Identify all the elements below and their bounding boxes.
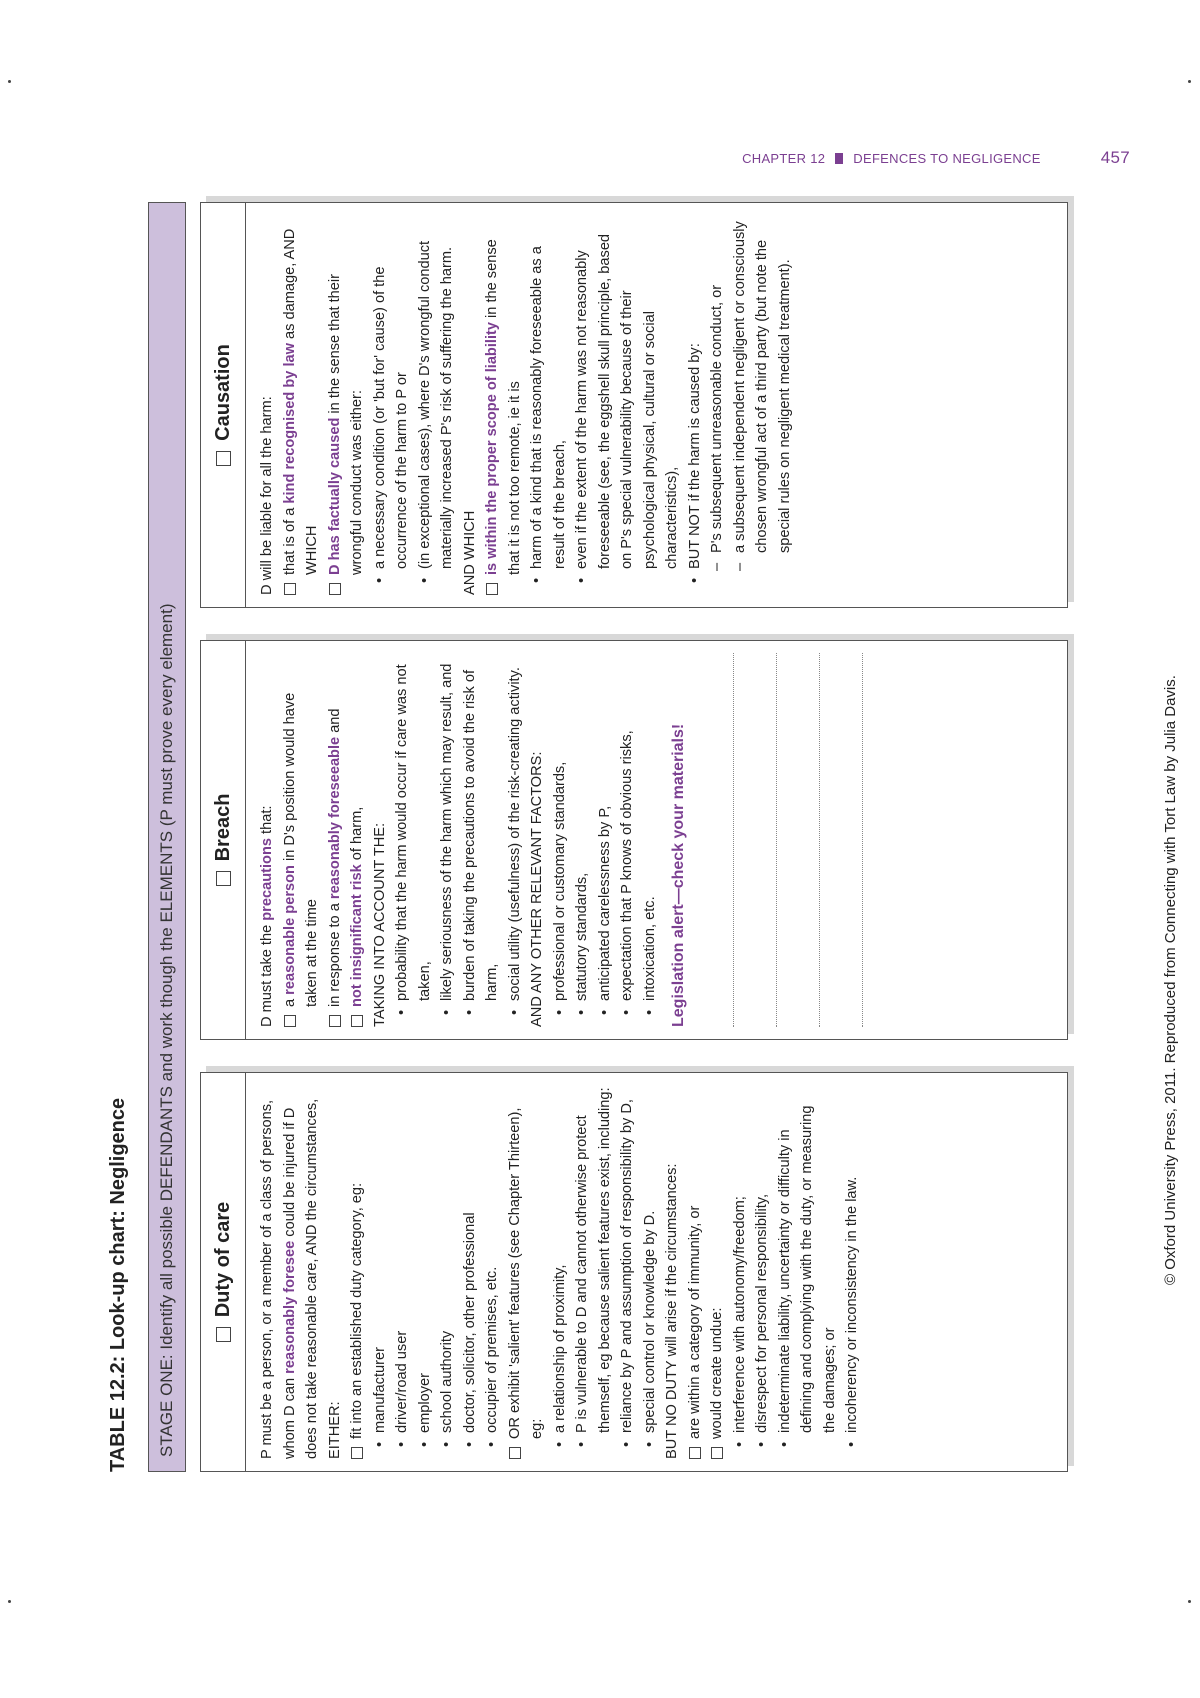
- list-item: • indeterminate liability, uncertainty or difficulty in defining and complying with the duty, or measuring the damages; or: [774, 1085, 842, 1459]
- column-header: [201, 1073, 246, 1471]
- scan-mark: [1188, 80, 1191, 83]
- scope-of-liability-list: [526, 215, 706, 595]
- list-item: – P's subsequent unreasonable conduct, or: [706, 215, 729, 579]
- list-item: • burden of taking the precautions to avoid the risk of harm,: [459, 653, 504, 1027]
- other-factors-list: [549, 653, 662, 1027]
- column-title: Breach: [211, 793, 234, 862]
- running-header: [710, 148, 1130, 168]
- text: in D's position would have taken at the time: [281, 692, 320, 1007]
- column-header: [201, 203, 246, 607]
- causation-intro: D will be liable for all the harm:: [259, 396, 275, 595]
- text: that is of a: [281, 503, 298, 575]
- checkbox-icon[interactable]: [509, 1447, 521, 1459]
- chapter-label: CHAPTER 12: [742, 150, 826, 166]
- checklist-item: [324, 653, 347, 1027]
- key-term: reasonable person: [281, 865, 298, 995]
- list-item: • a necessary condition (or 'but for' cause) of the occurrence of the harm to P or: [369, 215, 414, 595]
- scan-mark: [8, 1600, 11, 1603]
- column-title: Causation: [211, 344, 234, 441]
- text: in response to a: [326, 899, 343, 1007]
- table-title: TABLE 12.2: Look-up chart: Negligence: [107, 1097, 129, 1472]
- column-header: [201, 641, 246, 1039]
- list-item: • school authority: [436, 1085, 459, 1459]
- key-term: D has factually caused: [326, 417, 343, 575]
- list-item: • probability that the harm would occur if care was not taken,: [391, 653, 436, 1027]
- list-item: • manufacturer: [369, 1085, 392, 1459]
- duty-intro: [256, 1085, 346, 1459]
- checkbox-icon[interactable]: [216, 1327, 231, 1342]
- checkbox-icon[interactable]: [329, 583, 341, 595]
- list-item: • even if the extent of the harm was not reasonably foreseeable (see, the eggshell skull principle, based on P's special vulnerability because of their psychological physical, cultural or social characteristics),: [571, 215, 684, 595]
- checklist-item: [279, 653, 324, 1027]
- key-term: kind recognised by law: [281, 343, 298, 504]
- key-term: not insignificant risk: [349, 864, 365, 1007]
- checkbox-icon[interactable]: [284, 1015, 296, 1027]
- checkbox-icon[interactable]: [689, 1447, 701, 1459]
- text: a: [281, 994, 298, 1007]
- list-item: • a relationship of proximity,: [549, 1085, 572, 1459]
- list-item: • special control or knowledge by D.: [639, 1085, 662, 1459]
- list-item: • driver/road user: [391, 1085, 414, 1459]
- account-heading: TAKING INTO ACCOUNT THE:: [371, 822, 388, 1027]
- text: fit into an established duty category, eg:: [349, 1182, 365, 1439]
- account-list: [391, 653, 526, 1027]
- checklist-item: [504, 1085, 549, 1459]
- checklist-item: [346, 653, 369, 1027]
- other-factors-heading: AND ANY OTHER RELEVANT FACTORS:: [529, 751, 545, 1027]
- key-term: reasonably foresee: [281, 1240, 298, 1374]
- list-item: • intoxication, etc.: [639, 653, 662, 1027]
- column-title: Duty of care: [211, 1201, 234, 1318]
- checkbox-icon[interactable]: [329, 1015, 341, 1027]
- key-term: reasonably foreseeable: [326, 736, 343, 900]
- checklist-item: [684, 1085, 707, 1459]
- checklist-item: [706, 1085, 729, 1459]
- scan-mark: [8, 80, 11, 83]
- text: P must be a person, or a member of a class of persons, whom D can: [259, 1099, 298, 1459]
- factual-causation-list: [369, 215, 459, 595]
- list-item: • employer: [414, 1085, 437, 1459]
- checkbox-icon[interactable]: [284, 583, 296, 595]
- duty-category-list: [369, 1085, 504, 1459]
- list-item: • P is vulnerable to D and cannot otherwise protect themself, eg because salient features exist, including:: [571, 1085, 616, 1459]
- checkbox-icon[interactable]: [351, 1447, 363, 1459]
- list-item: • BUT NOT if the harm is caused by:: [684, 215, 707, 595]
- text: D must take the: [259, 920, 275, 1027]
- legislation-alert: Legislation alert—check your materials!: [670, 723, 687, 1027]
- text: in the sense that it is not too remote, ie it is: [484, 239, 523, 575]
- list-item: • social utility (usefulness) of the risk-creating activity.: [504, 653, 527, 1027]
- list-item: • professional or customary standards,: [549, 653, 572, 1027]
- checkbox-icon[interactable]: [711, 1447, 723, 1459]
- list-item: – a subsequent independent negligent or consciously chosen wrongful act of a third party (but note the special rules on negligent medical treatment).: [729, 215, 797, 579]
- list-item: • expectation that P knows of obvious risks,: [616, 653, 639, 1027]
- text: and: [326, 708, 343, 737]
- checklist-item: [346, 1085, 369, 1459]
- text: that:: [259, 805, 275, 839]
- causation-column: [200, 202, 1068, 608]
- list-item: • doctor, solicitor, other professional: [459, 1085, 482, 1459]
- checkbox-icon[interactable]: [216, 871, 231, 886]
- notes-line[interactable]: [777, 653, 820, 1027]
- checkbox-icon[interactable]: [486, 583, 498, 595]
- notes-line[interactable]: [691, 653, 734, 1027]
- key-term: precautions: [259, 838, 275, 921]
- text: OR exhibit 'salient' features (see Chapter Thirteen), eg:: [506, 1107, 545, 1439]
- breach-intro: [256, 653, 279, 1027]
- text: of harm,: [349, 806, 365, 865]
- rotated-page-content: [100, 182, 1100, 1472]
- no-duty-text: BUT NO DUTY will arise if the circumstances:: [664, 1163, 680, 1459]
- but-not-list: [706, 215, 796, 595]
- scan-mark: [1188, 1600, 1191, 1603]
- list-item: • anticipated carelessness by P,: [594, 653, 617, 1027]
- checkbox-icon[interactable]: [216, 451, 231, 466]
- and-which-text: AND WHICH: [461, 510, 478, 595]
- list-item: • harm of a kind that is reasonably foreseeable as a result of the breach,: [526, 215, 571, 595]
- breach-column: [200, 640, 1068, 1040]
- stage-banner: STAGE ONE: Identify all possible DEFENDANTS and work though the ELEMENTS (P must prove every element): [148, 202, 186, 1472]
- list-item: • interference with autonomy/freedom;: [729, 1085, 752, 1459]
- page-number: 457: [1100, 148, 1130, 167]
- list-item: • reliance by P and assumption of responsibility by D,: [616, 1085, 639, 1459]
- text: would create undue:: [709, 1307, 725, 1439]
- text: in the sense that their wrongful conduct was either:: [326, 274, 365, 575]
- list-item: • likely seriousness of the harm which may result, and: [436, 653, 459, 1027]
- checklist-item: [481, 215, 526, 595]
- section-label: DEFENCES TO NEGLIGENCE: [853, 150, 1041, 166]
- key-term: is within the proper scope of liability: [484, 322, 500, 575]
- checkbox-icon[interactable]: [351, 1015, 363, 1027]
- copyright-footer: © Oxford University Press, 2011. Reproduced from Connecting with Tort Law by Julia Davis.: [1162, 675, 1179, 1285]
- list-item: • (in exceptional cases), where D's wrongful conduct materially increased P's risk of suffering the harm.: [414, 215, 459, 595]
- list-item: • disrespect for personal responsibility,: [751, 1085, 774, 1459]
- list-item: • occupier of premises, etc.: [481, 1085, 504, 1459]
- text: are within a category of immunity, or: [686, 1205, 703, 1439]
- duty-of-care-column: [200, 1072, 1068, 1472]
- notes-line[interactable]: [820, 653, 863, 1027]
- text: as damage, AND WHICH: [281, 228, 320, 575]
- notes-line[interactable]: [734, 653, 777, 1027]
- list-item: • statutory standards,: [571, 653, 594, 1027]
- salient-features-list: [549, 1085, 662, 1459]
- list-item: • incoherency or inconsistency in the law.: [841, 1085, 864, 1459]
- text: could be injured if D does not take reasonable care, AND the circumstances, EITHER:: [281, 1098, 343, 1459]
- checklist-item: [279, 215, 324, 595]
- undue-list: [729, 1085, 864, 1459]
- separator-square-icon: [835, 153, 843, 164]
- checklist-item: [324, 215, 369, 595]
